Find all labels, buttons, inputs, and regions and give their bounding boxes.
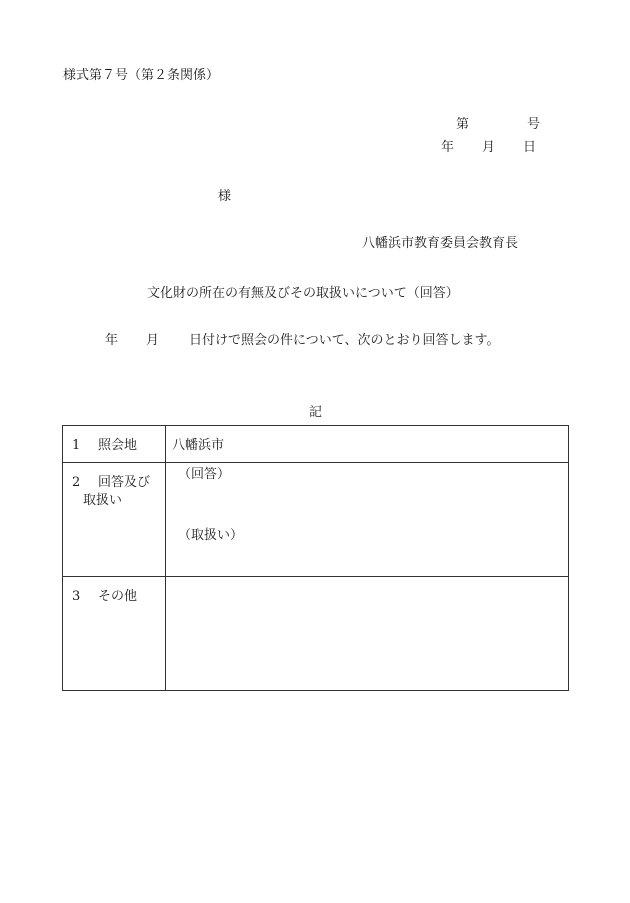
document-number-prefix: 第 <box>456 117 470 132</box>
form-number: 様式第７号（第２条関係） <box>63 68 220 83</box>
ki-heading: 記 <box>309 405 323 420</box>
row-label: 照会地 <box>98 438 138 453</box>
date-year: 年 <box>441 140 455 155</box>
row-value-cell <box>166 577 569 691</box>
row-label-cell <box>63 426 166 463</box>
table-row <box>63 463 569 577</box>
document-subject: 文化財の所在の有無及びその取扱いについて（回答） <box>147 286 459 301</box>
row-label-continued: 取扱い <box>83 493 123 508</box>
row-number: 2 <box>72 475 81 490</box>
row-label: 回答及び <box>98 475 151 490</box>
document-number <box>456 118 540 131</box>
record-table <box>62 425 569 691</box>
sender-name: 八幡浜市教育委員会教育長 <box>362 236 519 251</box>
date-month: 月 <box>482 140 496 155</box>
document-number-suffix: 号 <box>527 117 541 132</box>
table-row <box>63 426 569 463</box>
row-label-cell <box>63 463 166 577</box>
body-month: 月 <box>146 333 160 348</box>
inquiry-location-value: 八幡浜市 <box>172 438 225 453</box>
answer-subheading: （回答） <box>178 467 231 482</box>
date-day: 日 <box>523 140 537 155</box>
handling-subheading: （取扱い） <box>178 528 244 543</box>
document-date <box>441 141 536 154</box>
addressee-honorific: 様 <box>218 189 232 204</box>
body-year: 年 <box>105 333 119 348</box>
row-label-cell <box>63 577 166 691</box>
other-value <box>166 577 568 588</box>
row-label: その他 <box>98 589 138 604</box>
table-row <box>63 577 569 691</box>
row-value-cell <box>166 426 569 463</box>
row-number: 1 <box>72 438 81 453</box>
row-value-cell <box>166 463 569 577</box>
body-text <box>105 334 499 347</box>
body-sentence: 日付けで照会の件について、次のとおり回答します。 <box>189 333 500 348</box>
row-number: 3 <box>72 589 81 604</box>
